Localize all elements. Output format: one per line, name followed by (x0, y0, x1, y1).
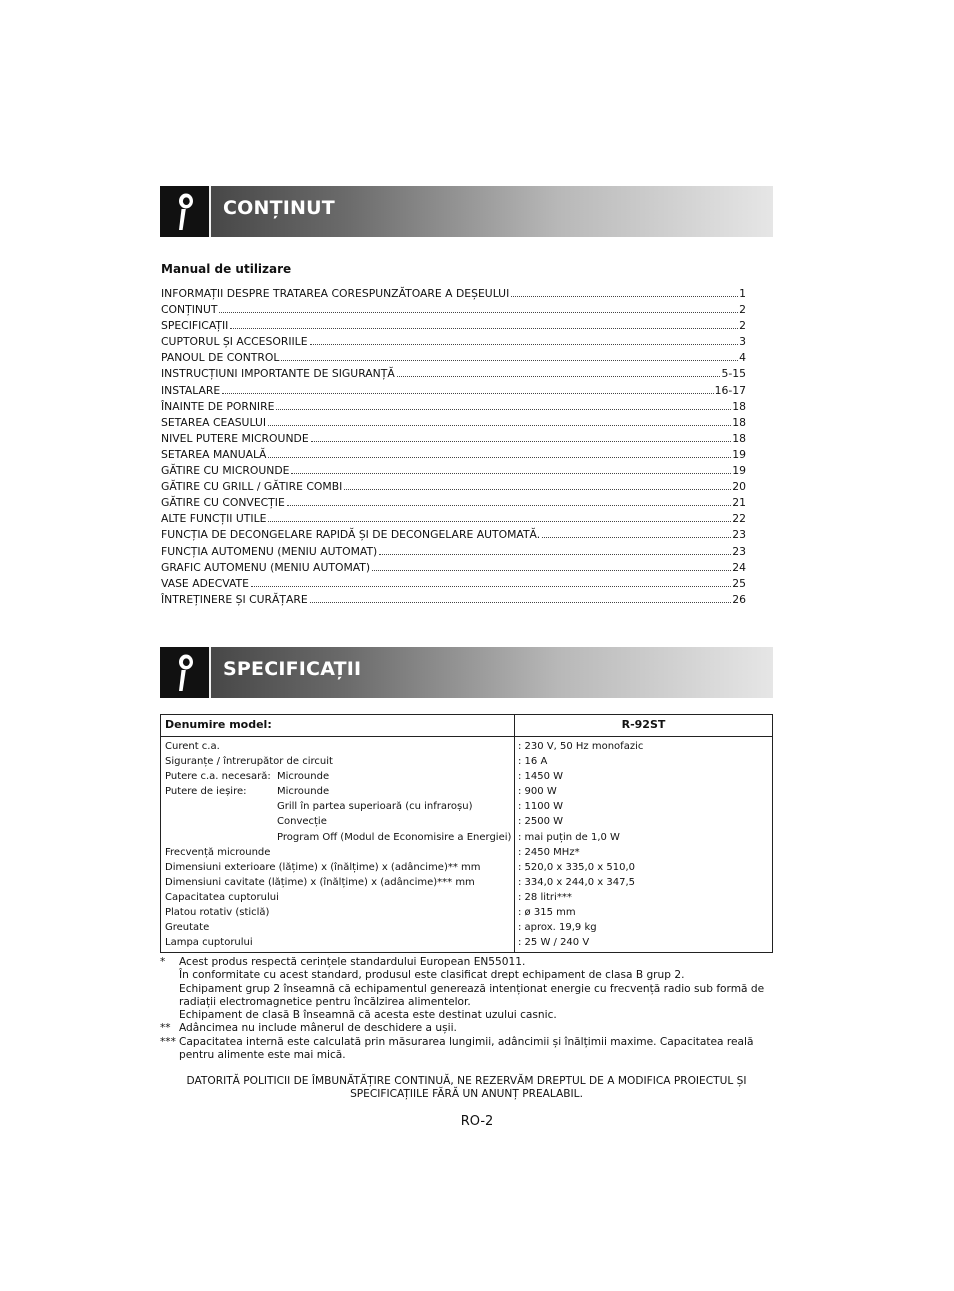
specs-section-header (160, 647, 773, 698)
toc-entry-page: 2 (739, 319, 746, 333)
toc-entry (161, 383, 746, 399)
spec-row (161, 830, 772, 845)
toc-entry-title: INSTRUCȚIUNI IMPORTANTE DE SIGURANȚĂ (161, 367, 395, 381)
contents-title: CONȚINUT (223, 197, 335, 219)
toc-entry (161, 511, 746, 527)
spec-value: : 2450 MHz* (518, 846, 580, 858)
toc-entry (161, 576, 746, 592)
toc-entry (161, 399, 746, 415)
model-label: Denumire model: (165, 718, 272, 731)
toc-entry-page: 18 (732, 415, 746, 429)
toc-entry-page: 25 (732, 576, 746, 590)
toc-entry-title: INSTALARE (161, 383, 221, 397)
toc-entry-page: 3 (739, 335, 746, 349)
toc-entry (161, 463, 746, 479)
toc-leader-dots (251, 586, 731, 587)
toc-entry-title: SETAREA CEASULUI (161, 415, 267, 429)
toc-entry-title: ALTE FUNCȚII UTILE (161, 512, 267, 526)
toc-entry-title: SETAREA MANUALĂ (161, 447, 267, 461)
footnote-text: Capacitatea internă este calculată prin măsurarea lungimii, adâncimii și înălțimii maxime. Capacitatea reală pentru alimente este mai mică. (179, 1035, 754, 1062)
spec-row (161, 890, 772, 905)
toc-entry-title: FUNCȚIA DE DECONGELARE RAPIDĂ ȘI DE DECONGELARE AUTOMATĂ. (161, 528, 541, 542)
spec-value: : ø 315 mm (518, 907, 576, 919)
toc-entry-title: NIVEL PUTERE MICROUNDE (161, 431, 309, 445)
spec-row (161, 920, 772, 935)
toc-leader-dots (291, 473, 731, 474)
spec-value: : 520,0 x 335,0 x 510,0 (518, 861, 635, 873)
spec-sublabel: Program Off (Modul de Economisire a Energiei) (277, 831, 512, 843)
toc-entry (161, 479, 746, 495)
toc-entry-title: FUNCȚIA AUTOMENU (MENIU AUTOMAT) (161, 544, 378, 558)
toc-entry (161, 527, 746, 543)
footnote (160, 956, 775, 969)
spec-value: : 900 W (518, 786, 557, 798)
footnotes (160, 956, 775, 1062)
specs-title: SPECIFICAȚII (223, 658, 362, 680)
toc-entry-page: 18 (732, 431, 746, 445)
spec-table (160, 714, 773, 953)
toc-entry (161, 334, 746, 350)
toc-leader-dots (222, 393, 713, 394)
spec-label: Capacitatea cuptorului (165, 891, 279, 903)
toc-leader-dots (542, 537, 731, 538)
spec-label: Dimensiuni exterioare (lățime) x (înălțime) x (adâncime)** mm (165, 861, 481, 873)
spec-label: Frecvență microunde (165, 846, 271, 858)
toc-entry (161, 415, 746, 431)
spec-sublabel: Convecție (277, 816, 327, 828)
toc-entry-title: VASE ADECVATE (161, 576, 249, 590)
toc-leader-dots (397, 376, 721, 377)
toc-entry-title: GĂTIRE CU GRILL / GĂTIRE COMBI (161, 480, 343, 494)
spec-row (161, 905, 772, 920)
toc-leader-dots (268, 457, 731, 458)
footnote-text: Acest produs respectă cerințele standardului European EN55011. (179, 956, 526, 968)
toc-entry-page: 2 (739, 303, 746, 317)
toc-leader-dots (344, 489, 731, 490)
spec-value: : 28 litri*** (518, 891, 572, 903)
toc-entry-title: ÎNAINTE DE PORNIRE (161, 399, 275, 413)
toc-entry-title: CUPTORUL ȘI ACCESORIILE (161, 335, 308, 349)
spec-label: Platou rotativ (sticlă) (165, 907, 270, 919)
footnote-text: În conformitate cu acest standard, produsul este clasificat drept echipament de clasa B grup 2. (179, 969, 685, 982)
table-of-contents (161, 286, 746, 608)
toc-leader-dots (230, 328, 738, 329)
toc-entry (161, 592, 746, 608)
toc-entry-page: 26 (732, 592, 746, 606)
icon-box (160, 647, 209, 698)
toc-entry-title: INFORMAȚII DESPRE TRATAREA CORESPUNZĂTOARE A DEȘEULUI (161, 287, 510, 300)
toc-entry-page: 20 (732, 480, 746, 494)
spec-row (161, 814, 772, 829)
spec-value: : 25 W / 240 V (518, 937, 590, 949)
toc-entry-title: ÎNTREȚINERE ȘI CURĂȚARE (161, 592, 308, 606)
footnote-mark: ** (160, 1022, 171, 1035)
spec-sublabel: Microunde (277, 786, 330, 798)
toc-leader-dots (511, 296, 738, 297)
toc-entry (161, 544, 746, 560)
spec-row (161, 799, 772, 814)
model-value: R-92ST (621, 718, 666, 731)
manual-subtitle: Manual de utilizare (161, 262, 292, 276)
contents-section-header (160, 186, 773, 237)
toc-leader-dots (311, 441, 732, 442)
spec-row (161, 875, 772, 890)
toc-entry-page: 22 (732, 512, 746, 526)
footnote (160, 1036, 775, 1063)
footnote (160, 969, 775, 982)
info-icon (174, 653, 196, 693)
spec-label: Lampa cuptorului (165, 937, 253, 949)
toc-entry-page: 23 (732, 528, 746, 542)
spec-value: : 1100 W (518, 801, 564, 813)
spec-sublabel: Microunde (277, 771, 330, 783)
footnote (160, 1022, 775, 1035)
footnote-mark (160, 969, 179, 982)
spec-label: Greutate (165, 922, 210, 934)
spec-value: : mai puțin de 1,0 W (518, 831, 620, 843)
toc-leader-dots (281, 360, 738, 361)
toc-entry (161, 560, 746, 576)
toc-leader-dots (310, 602, 732, 603)
toc-leader-dots (310, 344, 739, 345)
footnote-mark: *** (160, 1035, 176, 1048)
toc-entry-page: 4 (739, 351, 746, 365)
spec-label: Dimensiuni cavitate (lățime) x (înălțime) x (adâncime)*** mm (165, 876, 475, 888)
toc-leader-dots (219, 312, 738, 313)
toc-entry-title: PANOUL DE CONTROL (161, 351, 280, 365)
page-number: RO-2 (460, 1114, 494, 1129)
spec-value: : 1450 W (518, 771, 564, 783)
toc-entry (161, 366, 746, 382)
footnote-text: Echipament de clasă B înseamnă că acesta este destinat uzului casnic. (179, 1009, 557, 1022)
footnote-text: Echipament grup 2 înseamnă că echipamentul generează intenționat energie cu frecvență radio sub formă de radiații electromagnetice pentru încălzirea alimentelor. (179, 982, 765, 1008)
toc-leader-dots (268, 521, 731, 522)
toc-entry (161, 350, 746, 366)
spec-sublabel: Grill în partea superioară (cu infraroșu) (277, 801, 473, 813)
toc-entry-page: 19 (732, 447, 746, 461)
info-icon (174, 192, 196, 232)
toc-entry (161, 318, 746, 334)
toc-leader-dots (372, 570, 731, 571)
spec-label: Putere de ieșire: (165, 786, 247, 798)
toc-entry (161, 302, 746, 318)
toc-entry-title: GRAFIC AUTOMENU (MENIU AUTOMAT) (161, 560, 371, 574)
toc-entry (161, 495, 746, 511)
toc-leader-dots (379, 554, 731, 555)
spec-row (161, 860, 772, 875)
icon-box (160, 186, 209, 237)
toc-entry-title: SPECIFICAȚII (161, 319, 229, 333)
footnote-text: Adâncimea nu include mânerul de deschidere a ușii. (179, 1022, 457, 1035)
toc-entry (161, 286, 746, 302)
toc-leader-dots (268, 425, 731, 426)
spec-rows (161, 739, 772, 950)
toc-entry-page: 5-15 (721, 367, 746, 381)
toc-entry (161, 431, 746, 447)
spec-row (161, 754, 772, 769)
disclaimer: DATORITĂ POLITICII DE ÎMBUNĂTĂȚIRE CONTINUĂ, NE REZERVĂM DREPTUL DE A MODIFICA PROIECTUL ȘI SPECIFICAȚIILE FĂRĂ UN ANUNȚ PREALABIL. (186, 1075, 747, 1101)
toc-entry-title: GĂTIRE CU CONVECȚIE (161, 496, 285, 510)
toc-entry-page: 21 (732, 496, 746, 510)
toc-entry-title: GĂTIRE CU MICROUNDE (161, 464, 290, 478)
spec-row (161, 935, 772, 950)
spec-value: : 2500 W (518, 816, 564, 828)
spec-row (161, 784, 772, 799)
spec-row (161, 845, 772, 860)
footnote (160, 1009, 775, 1022)
toc-entry-page: 1 (739, 287, 746, 300)
toc-entry-page: 18 (732, 399, 746, 413)
footnote-mark (160, 1009, 179, 1022)
toc-entry-page: 23 (732, 544, 746, 558)
toc-leader-dots (287, 505, 731, 506)
spec-value: : 334,0 x 244,0 x 347,5 (518, 876, 635, 888)
toc-entry-page: 16-17 (714, 383, 746, 397)
band-separator (209, 186, 211, 237)
spec-value: : 230 V, 50 Hz monofazic (518, 741, 644, 752)
spec-value: : aprox. 19,9 kg (518, 922, 597, 934)
band-separator (209, 647, 211, 698)
toc-entry (161, 447, 746, 463)
toc-entry-page: 24 (732, 560, 746, 574)
footnote-mark (160, 983, 179, 1010)
spec-value: : 16 A (518, 756, 548, 768)
footnote-mark: * (160, 956, 166, 968)
spec-row (161, 739, 772, 754)
spec-label: Siguranțe / întrerupător de circuit (165, 756, 333, 768)
toc-entry-page: 19 (732, 464, 746, 478)
spec-label: Curent c.a. (165, 741, 220, 752)
footnote (160, 983, 775, 1010)
toc-entry-title: CONȚINUT (161, 303, 218, 317)
toc-leader-dots (276, 409, 731, 410)
spec-row (161, 769, 772, 784)
spec-label: Putere c.a. necesară: (165, 771, 271, 783)
